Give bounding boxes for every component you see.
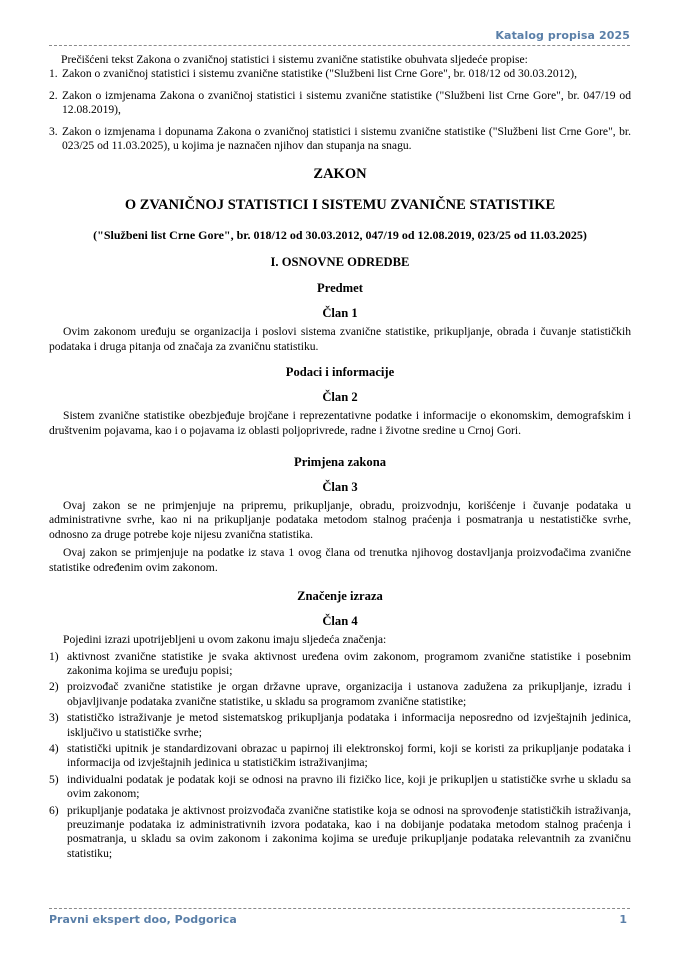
intro-item-text: Zakon o zvaničnoj statistici i sistemu zvanične statistike ("Službeni list Crne Gore", br. 018/12 od 30.03.2012), [62, 67, 577, 81]
definition-item [49, 680, 631, 709]
definition-number: 1) [49, 649, 59, 663]
definition-text: prikupljanje podataka je aktivnost proizvođača zvanične statistike koja se odnosi na sprovođenje statističkih istraživanja, preuzimanje podataka iz administrativnih izvora podataka, kao i na dobijanje podataka metodom stalnog praćenja i posmatranja, u skladu sa ovim zakonom i zakonima kojima se uređuje prikupljanje podataka relevantnih za zvaničnu statistiku; [67, 803, 631, 860]
article-1-text: Ovim zakonom uređuju se organizacija i poslovi sistema zvanične statistike, prikupljanje, obrada i čuvanje statističkih podataka i druga pitanja od značaja za zvaničnu statistiku. [49, 325, 631, 353]
article-subject: Podaci i informacije [285, 365, 395, 380]
article-label: Član 1 [322, 306, 358, 321]
definitions-list [49, 650, 631, 862]
part-title: I. OSNOVNE ODREDBE [270, 255, 410, 270]
definition-text: aktivnost zvanične statistike je svaka aktivnost uređena ovim zakonom, programom zvanične statistike i posebnim zakonima kojima se uređuju popisi; [67, 649, 631, 677]
article-3-paragraph-1: Ovaj zakon se ne primjenjuje na pripremu, prikupljanje, obradu, proizvodnju, korišćenje i čuvanje podataka u administrativne svrhe, kao ni na prikupljanje podataka metodom stalnog praćenja i posmatranja u nestatističke svrhe, odnosno za druge potrebe koje nijesu zvanična statistika. [49, 499, 631, 541]
article-label: Član 2 [322, 390, 358, 405]
article-subject: Značenje izraza [297, 589, 383, 604]
definition-text: individualni podatak je podatak koji se odnosi na pravno ili fizičko lice, koji je prikupljen u statističke svrhe u skladu sa ovim zakonom; [67, 772, 631, 801]
article-2-text: Sistem zvanične statistike obezbjeđuje brojčane i reprezentativne podatke i informacije o ekonomskim, demografskim i društvenim pojavama, kao i o pojavama iz oblasti poljoprivrede, radne i životne sredine u Crnoj Gori. [49, 409, 631, 437]
definition-item [49, 742, 631, 771]
definition-number: 6) [49, 803, 59, 817]
article-4-lead: Pojedini izrazi upotrijebljeni u ovom zakonu imaju sljedeća značenja: [63, 633, 387, 647]
definition-item [49, 804, 631, 862]
article-label: Član 3 [322, 480, 358, 495]
intro-lead: Prečišćeni tekst Zakona o zvaničnoj statistici i sistemu zvanične statistike obuhvata sljedeće propise: [61, 53, 528, 66]
intro-item-text: Zakon o izmjenama Zakona o zvaničnoj statistici i sistemu zvanične statistike ("Službeni list Crne Gore", br. 047/19 od 12.08.2019), [62, 88, 631, 117]
intro-item-number: 3. [49, 124, 58, 138]
intro-item-number: 2. [49, 88, 58, 102]
document-body [49, 53, 631, 863]
definition-number: 3) [49, 711, 59, 725]
definition-text: statistički upitnik je standardizovani obrazac u papirnoj ili elektronskoj formi, koji se koristi za prikupljanje podataka i informacija od izvještajnih jedinica u statističkim istraživanjima; [67, 741, 631, 770]
article-3-paragraph-2: Ovaj zakon se primjenjuje na podatke iz stava 1 ovog člana od trenutka njihovog dostavljanja proizvođačima zvanične statistike određenim ovim zakonom. [49, 546, 631, 574]
definition-item [49, 711, 631, 740]
intro-item-number: 1. [49, 67, 58, 81]
intro-item [49, 125, 631, 154]
catalog-header: Katalog propisa 2025 [495, 29, 630, 42]
article-subject: Primjena zakona [294, 455, 386, 470]
footer-divider [49, 908, 630, 909]
page-number: 1 [619, 913, 627, 926]
definition-text: statističko istraživanje je metod sistematskog prikupljanja podataka i informacija neposredno od izvještajnih jedinica, isključivo u statističke svrhe; [67, 711, 631, 739]
header-divider [49, 45, 630, 46]
law-title: O ZVANIČNOJ STATISTICI I SISTEMU ZVANIČNE STATISTIKE [124, 197, 556, 214]
intro-item [49, 89, 631, 118]
definition-item [49, 773, 631, 802]
definition-number: 4) [49, 741, 59, 755]
intro-item-text: Zakon o izmjenama i dopunama Zakona o zvaničnoj statistici i sistemu zvanične statistike ("Službeni list Crne Gore", br. 023/25 od 11.03.2025), u kojima je naznačen njihov dan stupanja na snagu. [62, 124, 631, 153]
footer-publisher: Pravni ekspert doo, Podgorica [49, 913, 237, 926]
article-subject: Predmet [317, 281, 363, 296]
definition-number: 2) [49, 680, 59, 694]
definition-text: proizvođač zvanične statistike je organ državne uprave, organizacija i ustanova zadužena za prikupljanje, izradu i objavljivanje podataka zvanične statistike, u skladu sa programom zvanične statistike; [67, 680, 631, 708]
article-label: Član 4 [322, 614, 358, 629]
intro-item [49, 67, 631, 81]
definition-number: 5) [49, 772, 59, 786]
definition-item [49, 650, 631, 679]
intro-list [49, 67, 631, 153]
law-heading: ZAKON [313, 166, 367, 183]
law-gazette-reference: ("Službeni list Crne Gore", br. 018/12 od 30.03.2012, 047/19 od 12.08.2019, 023/25 od 11.03.2025) [93, 228, 587, 243]
